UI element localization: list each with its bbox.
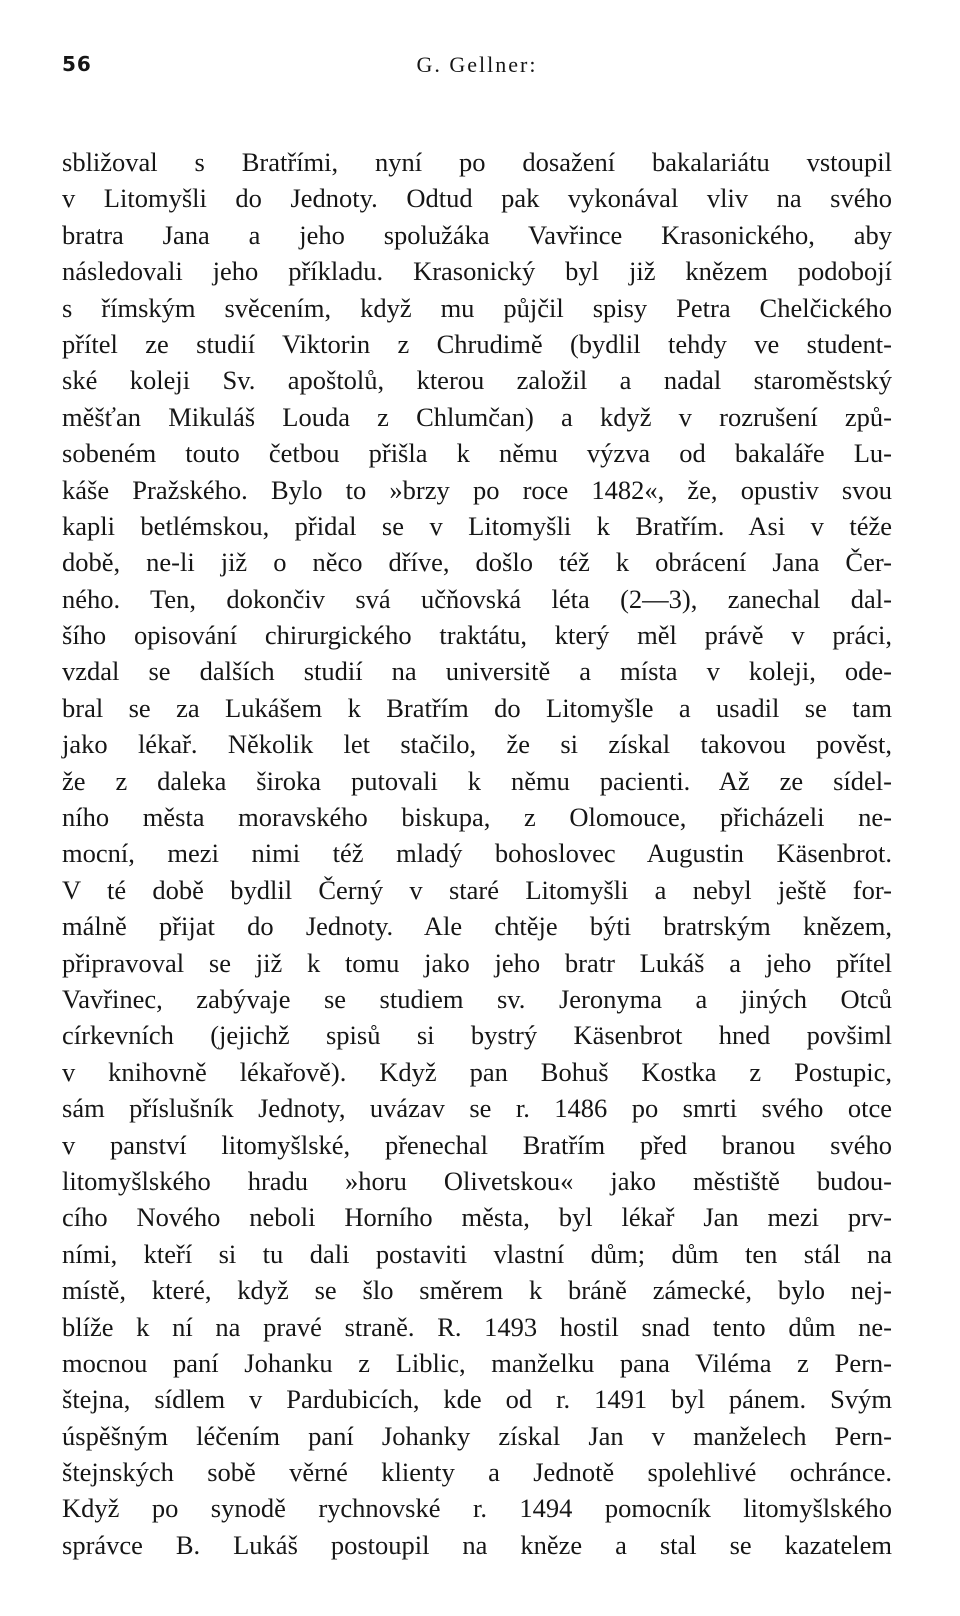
text-line: době, ne-li již o něco dříve, došlo též k obrácení Jana Čer- (62, 547, 892, 578)
text-line: místě, které, když se šlo směrem k bráně zámecké, bylo nej- (62, 1275, 892, 1306)
book-page (62, 52, 892, 1563)
text-line: ské koleji Sv. apoštolů, kterou založil a nadal staroměstský (62, 365, 892, 396)
text-line: kapli betlémskou, přidal se v Litomyšli k Bratřím. Asi v téže (62, 510, 892, 541)
text-line: přítel ze studií Viktorin z Chrudimě (bydlil tehdy ve student- (62, 328, 892, 359)
text-line: Vavřinec, zabývaje se studiem sv. Jeronyma a jiných Otců (62, 983, 892, 1014)
text-line: úspěšným léčením paní Johanky získal Jan v manželech Pern- (62, 1420, 892, 1451)
text-line: následovali jeho příkladu. Krasonický byl již knězem podobojí (62, 256, 892, 287)
text-line: litomyšlského hradu »horu Olivetskou« jako městiště budou- (62, 1165, 892, 1196)
text-line: správce B. Lukáš postoupil na kněze a stal se kazatelem (62, 1529, 892, 1560)
text-line: ního města moravského biskupa, z Olomouce, přicházeli ne- (62, 802, 892, 833)
text-line: sám příslušník Jednoty, uvázav se r. 1486 po smrti svého otce (62, 1093, 892, 1124)
text-line: jako lékař. Několik let stačilo, že si získal takovou pověst, (62, 729, 892, 760)
text-line: v Litomyšli do Jednoty. Odtud pak vykonával vliv na svého (62, 183, 892, 214)
text-line: šího opisování chirurgického traktátu, který měl právě v práci, (62, 620, 892, 651)
text-line: V té době bydlil Černý v staré Litomyšli a nebyl ještě for- (62, 874, 892, 905)
text-line: štejna, sídlem v Pardubicích, kde od r. 1491 byl pánem. Svým (62, 1384, 892, 1415)
body-text (62, 144, 892, 1563)
text-line: ného. Ten, dokončiv svá učňovská léta (2—3), zanechal dal- (62, 583, 892, 614)
text-line: mocnou paní Johanku z Liblic, manželku pana Viléma z Pern- (62, 1347, 892, 1378)
text-line: káše Pražského. Bylo to »brzy po roce 1482«, že, opustiv svou (62, 474, 892, 505)
text-line: ními, kteří si tu dali postaviti vlastní dům; dům ten stál na (62, 1238, 892, 1269)
text-line: cího Nového neboli Horního města, byl lékař Jan mezi prv- (62, 1202, 892, 1233)
text-line: málně přijat do Jednoty. Ale chtěje býti bratrským knězem, (62, 911, 892, 942)
text-line: měšťan Mikuláš Louda z Chlumčan) a když v rozrušení způ- (62, 401, 892, 432)
text-line: bral se za Lukášem k Bratřím do Litomyšle a usadil se tam (62, 692, 892, 723)
text-line: Když po synodě rychnovské r. 1494 pomocník litomyšlského (62, 1493, 892, 1524)
text-line: sobeném touto četbou přišla k němu výzva od bakaláře Lu- (62, 438, 892, 469)
text-line: mocní, mezi nimi též mladý bohoslovec Augustin Käsenbrot. (62, 838, 892, 869)
running-title: G. Gellner: (416, 52, 538, 77)
page-number: 56 (62, 52, 92, 76)
text-line: s římským svěcením, když mu půjčil spisy Petra Chelčického (62, 292, 892, 323)
text-line: připravoval se již k tomu jako jeho bratr Lukáš a jeho přítel (62, 947, 892, 978)
text-line: blíže k ní na pravé straně. R. 1493 hostil snad tento dům ne- (62, 1311, 892, 1342)
text-line: vzdal se dalších studií na universitě a místa v koleji, ode- (62, 656, 892, 687)
running-head (62, 52, 892, 96)
text-line: sbližoval s Bratřími, nyní po dosažení bakalariátu vstoupil (62, 147, 892, 177)
text-line: že z daleka široka putovali k němu pacienti. Až ze sídel- (62, 765, 892, 796)
text-line: v panství litomyšlské, přenechal Bratřím před branou svého (62, 1129, 892, 1160)
text-line: v knihovně lékařově). Když pan Bohuš Kostka z Postupic, (62, 1056, 892, 1087)
text-line: církevních (jejichž spisů si bystrý Käsenbrot hned povšiml (62, 1020, 892, 1051)
text-line: štejnských sobě věrné klienty a Jednotě spolehlivé ochránce. (62, 1457, 892, 1488)
text-line: bratra Jana a jeho spolužáka Vavřince Krasonického, aby (62, 219, 892, 250)
